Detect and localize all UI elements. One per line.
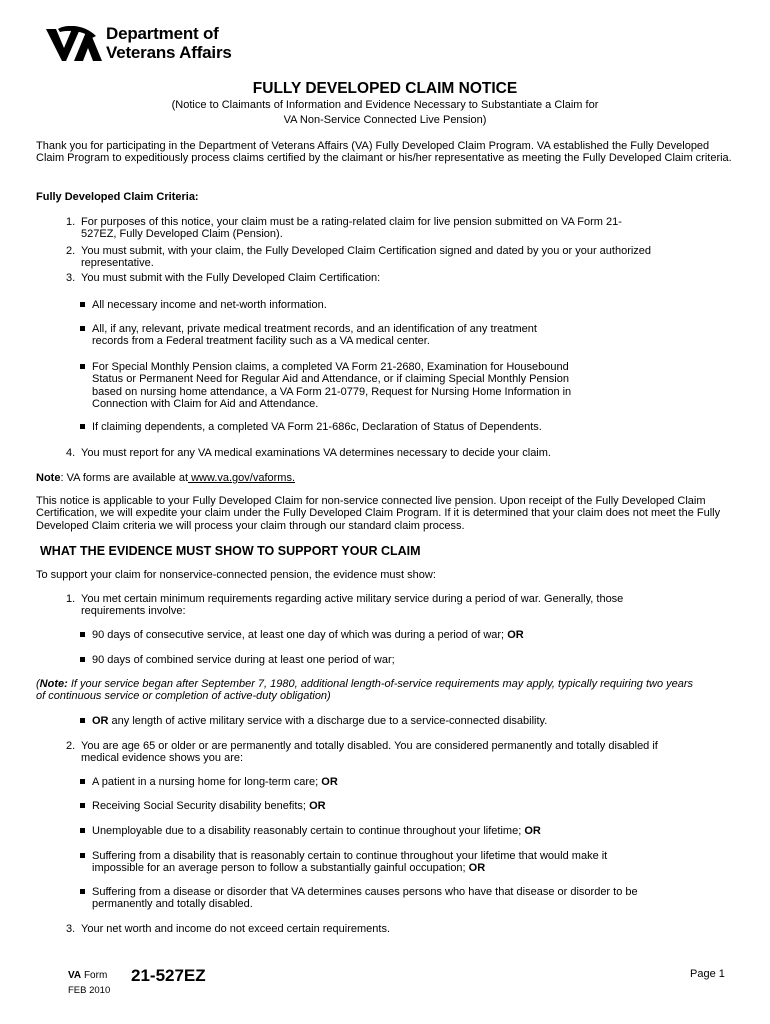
intro-paragraph: Thank you for participating in the Department of Veterans Affairs (VA) Fully Developed Claim Program. VA established the Fully Developed Claim Program to expeditiously process claims certified by the claimant or his/her representative as meeting the Fully Developed Claim criteria.: [36, 140, 732, 165]
bullet-icon: [80, 326, 85, 331]
subtitle-line-2: VA Non-Service Connected Live Pension): [283, 114, 487, 126]
disability-bullet-5: [80, 886, 650, 911]
bullet-body: 90 days of consecutive service, at least one day of which was during a period of war;: [92, 629, 505, 641]
subtitle-line-1: (Notice to Claimants of Information and Evidence Necessary to Substantiate a Claim for: [171, 99, 599, 111]
item-number: 3.: [66, 923, 76, 935]
applicable-paragraph: This notice is applicable to your Fully Developed Claim for non-service connected live pension. Upon receipt of the Fully Developed Claim Certification, we will expedite your claim under the Fully Developed Claim Program. If it is determined that your claim does not meet the Fully Developed Claim criteria we will process your claim through our standard claim process.: [36, 495, 721, 532]
item-text: You must report for any VA medical examinations VA determines necessary to decide your claim.: [81, 447, 551, 459]
item-number: 3.: [66, 272, 76, 284]
forms-note: [36, 472, 736, 484]
or-label: OR: [321, 776, 338, 788]
bullet-text: [80, 715, 700, 727]
bullet-icon: [80, 364, 85, 369]
evidence-heading: WHAT THE EVIDENCE MUST SHOW TO SUPPORT YOUR CLAIM: [40, 544, 421, 558]
bullet-text: [80, 800, 700, 812]
bullet-icon: [80, 302, 85, 307]
item-number: 2.: [66, 245, 76, 257]
footer-form-word: Form: [83, 970, 108, 981]
item-number: 2.: [66, 740, 76, 752]
bullet-text: All necessary income and net-worth information.: [92, 299, 327, 311]
footer-form-number: 21-527EZ: [131, 966, 206, 985]
criteria-item-2: [66, 245, 666, 270]
or-label: OR: [309, 800, 326, 812]
or-label: OR: [92, 715, 109, 727]
disability-bullet-3: [80, 825, 660, 837]
note-text: If your service began after September 7, 1980, additional length-of-service requirements may apply, typically requiring two years of continuous service or completion of active-duty obligation): [36, 678, 694, 703]
evidence-intro: To support your claim for nonservice-connected pension, the evidence must show:: [36, 569, 436, 581]
criteria-bullet-4: [80, 421, 700, 433]
note-text: : VA forms are available at: [60, 472, 189, 484]
bullet-text: [80, 776, 700, 788]
item-text: You met certain minimum requirements regarding active military service during a period of war. Generally, those requirements involve:: [81, 593, 624, 618]
evidence-item-2: [66, 740, 696, 765]
item-number: 1.: [66, 216, 76, 228]
bullet-text: If claiming dependents, a completed VA Form 21-686c, Declaration of Status of Dependents.: [92, 421, 542, 433]
bullet-icon: [80, 828, 85, 833]
item-text: You must submit, with your claim, the Fully Developed Claim Certification signed and dated by you or your authorized representative.: [81, 245, 652, 270]
criteria-bullet-2: [80, 323, 570, 348]
evidence-bullet-1: [80, 629, 700, 641]
bullet-icon: [80, 889, 85, 894]
item-text: You must submit with the Fully Developed Claim Certification:: [81, 272, 381, 284]
criteria-heading: Fully Developed Claim Criteria:: [36, 191, 199, 203]
bullet-icon: [80, 632, 85, 637]
bullet-icon: [80, 657, 85, 662]
item-text: Your net worth and income do not exceed certain requirements.: [81, 923, 390, 935]
criteria-bullet-1: [80, 299, 700, 311]
footer-va: VA: [68, 970, 82, 981]
bullet-body: Unemployable due to a disability reasonably certain to continue throughout your lifetime;: [92, 825, 522, 837]
evidence-bullet-3: [80, 715, 700, 727]
department-line-1: Department of: [106, 24, 219, 43]
bullet-text: 90 days of combined service during at least one period of war;: [92, 654, 395, 666]
vaforms-link[interactable]: www.va.gov/vaforms.: [188, 472, 296, 484]
va-seal-icon: [44, 26, 102, 64]
note-open: (: [36, 678, 40, 690]
item-text: You are age 65 or older or are permanently and totally disabled. You are considered permanently and totally disabled if medical evidence shows you are:: [81, 740, 658, 765]
page-title: FULLY DEVELOPED CLAIM NOTICE: [252, 80, 518, 97]
item-text: For purposes of this notice, your claim must be a rating-related claim for live pension submitted on VA Form 21-527EZ, Fully Developed Claim (Pension).: [81, 216, 622, 241]
bullet-icon: [80, 803, 85, 808]
disability-bullet-4: [80, 850, 650, 875]
page-subtitle: [0, 98, 770, 128]
criteria-item-3: [66, 272, 706, 284]
va-logo: [44, 24, 264, 68]
item-number: 1.: [66, 593, 76, 605]
or-label: OR: [468, 862, 486, 875]
bullet-text: [80, 825, 660, 837]
disability-bullet-1: [80, 776, 700, 788]
bullet-icon: [80, 779, 85, 784]
disability-bullet-2: [80, 800, 700, 812]
bullet-text: Suffering from a disease or disorder that VA determines causes persons who have that disease or disorder to be permanently and totally disabled.: [92, 886, 638, 911]
bullet-text: [80, 850, 650, 875]
bullet-text: For Special Monthly Pension claims, a completed VA Form 21-2680, Examination for Housebound Status or Permanent Need for Regular Aid and Attendance, or if claiming Special Monthly Pension based on nursing home attendance, a VA Form 21-0779, Request for Nursing Home Information in Connection with Claim for Aid and Attendance.: [92, 361, 572, 411]
bullet-icon: [80, 424, 85, 429]
note-label: Note: [36, 472, 61, 484]
bullet-text: All, if any, relevant, private medical treatment records, and an identification of any treatment records from a Federal treatment facility such as a VA medical center.: [92, 323, 537, 348]
evidence-item-3: [66, 923, 706, 935]
department-name: [106, 24, 232, 62]
criteria-item-1: [66, 216, 656, 241]
or-label: OR: [524, 825, 541, 837]
criteria-item-4: [66, 447, 706, 459]
service-note: [36, 678, 696, 703]
bullet-icon: [80, 853, 85, 858]
bullet-icon: [80, 718, 85, 723]
bullet-body: A patient in a nursing home for long-term care;: [92, 776, 319, 788]
evidence-bullet-2: [80, 654, 700, 666]
evidence-item-1: [66, 593, 626, 618]
footer-date: FEB 2010: [68, 985, 111, 996]
footer-page-number: Page 1: [690, 968, 725, 980]
bullet-body: any length of active military service with a discharge due to a service-connected disability.: [108, 715, 548, 727]
footer-va-form: [68, 970, 107, 981]
bullet-text: [80, 629, 700, 641]
or-label: OR: [507, 629, 524, 641]
bullet-body: Suffering from a disability that is reasonably certain to continue throughout your lifetime that would make it impossible for an average person to follow a substantially gainful occupation;: [92, 850, 608, 875]
bullet-body: Receiving Social Security disability benefits;: [92, 800, 306, 812]
item-number: 4.: [66, 447, 76, 459]
department-line-2: Veterans Affairs: [106, 43, 232, 62]
note-label: Note:: [39, 678, 68, 690]
criteria-bullet-3: [80, 361, 600, 411]
